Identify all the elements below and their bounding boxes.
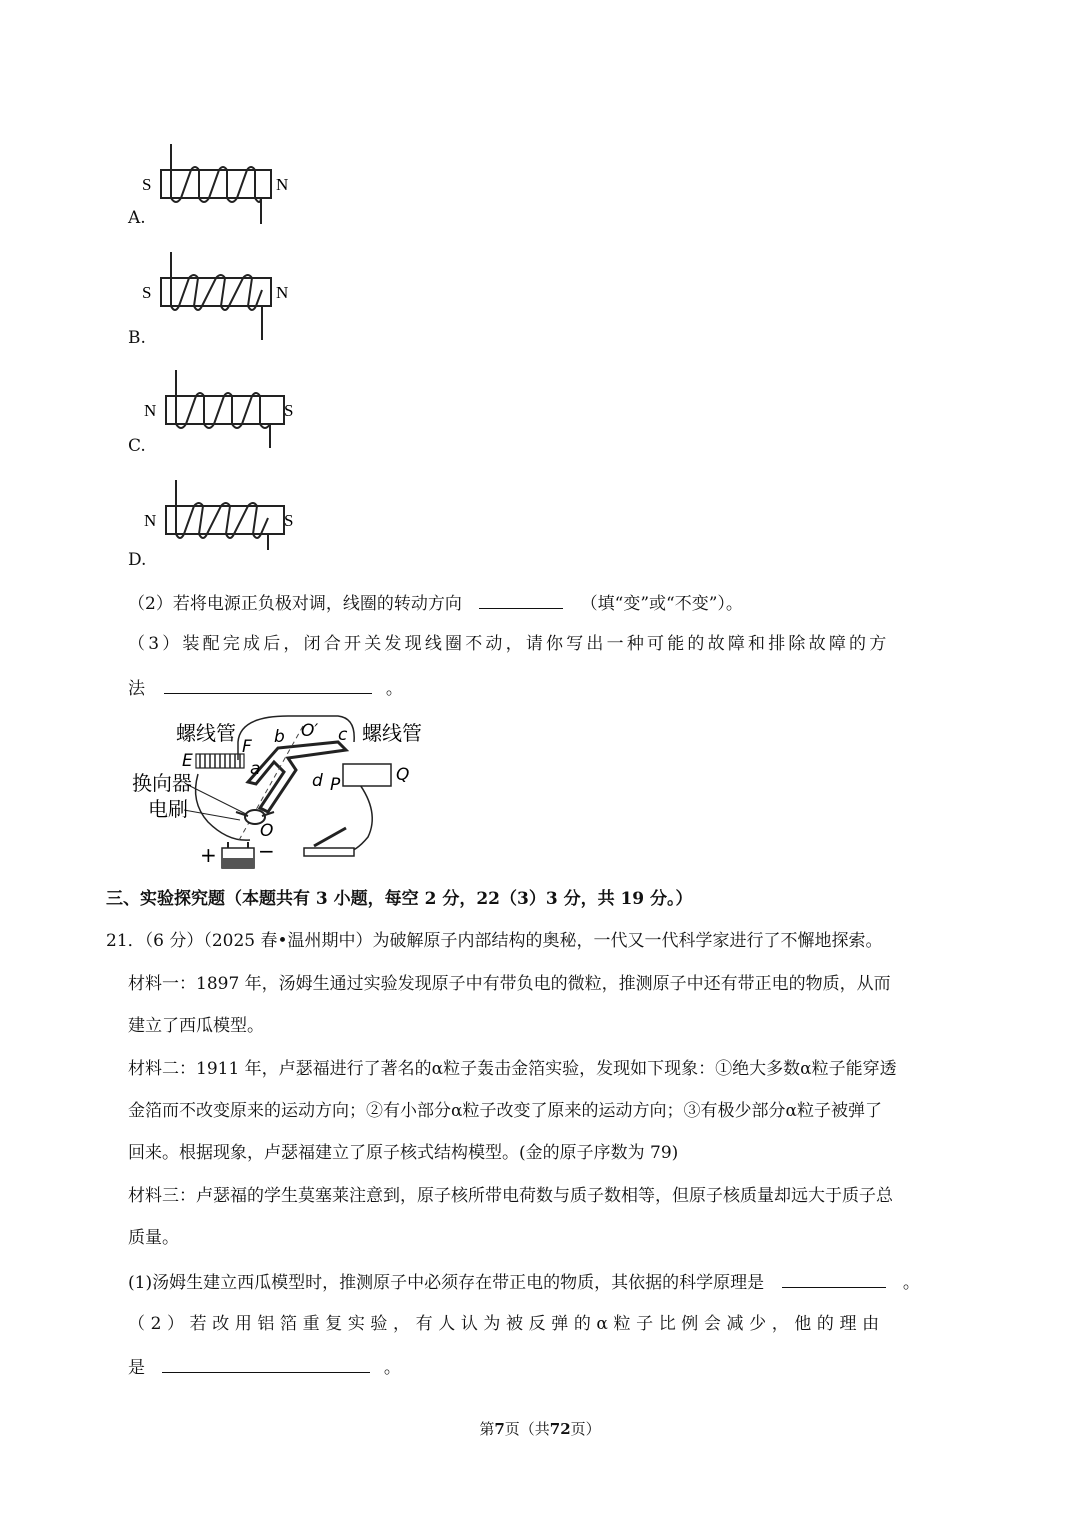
pole-right-d: S bbox=[284, 511, 294, 530]
footer-page-number: 7 bbox=[494, 1420, 505, 1438]
option-c bbox=[128, 366, 303, 456]
q21-material1-b: 建立了西瓜模型。 bbox=[128, 1016, 264, 1036]
option-label-c: C. bbox=[128, 436, 146, 456]
q2-text: （2）若将电源正负极对调，线圈的转动方向 bbox=[128, 594, 462, 614]
q21-sub1 bbox=[128, 1273, 920, 1292]
q21-sub1-end: 。 bbox=[902, 1273, 920, 1293]
label-O: O bbox=[260, 821, 274, 841]
label-solenoid-left: 螺线管 bbox=[176, 721, 236, 745]
q3-line-2 bbox=[128, 679, 403, 698]
q3-end: 。 bbox=[385, 679, 403, 699]
label-Q: Q bbox=[396, 765, 410, 785]
q3-cont: 法 bbox=[128, 679, 145, 699]
q21-material2-c: 回来。根据现象，卢瑟福建立了原子核式结构模型。(金的原子序数为 79) bbox=[128, 1143, 679, 1163]
q3-answer-blank[interactable] bbox=[164, 679, 372, 694]
section-heading: 三、实验探究题（本题共有 3 小题，每空 2 分，22（3）3 分，共 19 分。） bbox=[106, 889, 693, 909]
pole-left-c: N bbox=[144, 401, 157, 420]
q21-material3-b: 质量。 bbox=[128, 1228, 179, 1248]
pole-left-b: S bbox=[142, 283, 152, 302]
q3-line: （3）装配完成后，闭合开关发现线圈不动，请你写出一种可能的故障和排除故障的方 bbox=[128, 634, 890, 654]
footer-total-pages: 72 bbox=[549, 1420, 571, 1438]
q21-sub1-blank[interactable] bbox=[782, 1273, 886, 1288]
label-b: b bbox=[274, 727, 285, 747]
label-brush: 电刷 bbox=[148, 797, 188, 821]
q21-material1-a: 材料一：1897 年，汤姆生通过实验发现原子中有带负电的微粒，推测原子中还有带正电的物质，从而 bbox=[128, 974, 891, 994]
option-label-d: D. bbox=[128, 550, 147, 570]
q21-material3-a: 材料三：卢瑟福的学生莫塞莱注意到，原子核所带电荷数与质子数相等，但原子核质量却远大于质子总 bbox=[128, 1186, 893, 1206]
q21-intro: 21．（6 分）（2025 春•温州期中）为破解原子内部结构的奥秘，一代又一代科学家进行了不懈地探索。 bbox=[106, 931, 883, 951]
option-label-a: A. bbox=[128, 208, 146, 228]
q21-sub1-text: (1)汤姆生建立西瓜模型时，推测原子中必须存在带正电的物质，其依据的科学原理是 bbox=[128, 1273, 765, 1293]
q21-sub2-cont: 是 bbox=[128, 1358, 145, 1378]
label-F: F bbox=[242, 737, 252, 757]
label-P: P bbox=[330, 775, 341, 795]
option-d bbox=[128, 478, 303, 568]
pole-right-c: S bbox=[284, 401, 294, 420]
label-E: E bbox=[182, 751, 193, 771]
solenoid-diagram-d bbox=[128, 478, 303, 568]
pole-left-a: S bbox=[142, 175, 152, 194]
label-O-prime: O′ bbox=[301, 721, 319, 741]
pole-left-d: N bbox=[144, 511, 157, 530]
pole-right-b: N bbox=[276, 283, 289, 302]
footer-post: 页） bbox=[570, 1420, 601, 1438]
option-a bbox=[128, 138, 298, 238]
footer-pre: 第 bbox=[479, 1420, 495, 1438]
label-solenoid-right: 螺线管 bbox=[362, 721, 422, 745]
q21-material2-a: 材料二：1911 年，卢瑟福进行了著名的α粒子轰击金箔实验，发现如下现象：①绝大多数α粒子能穿透 bbox=[128, 1059, 897, 1079]
footer-mid: 页（共 bbox=[504, 1420, 550, 1438]
q2-line bbox=[128, 594, 743, 613]
page-footer bbox=[0, 1418, 1080, 1439]
label-minus: − bbox=[258, 839, 275, 863]
pole-right-a: N bbox=[276, 175, 289, 194]
label-commutator: 换向器 bbox=[132, 771, 192, 795]
label-c: c bbox=[338, 725, 348, 745]
q21-sub2-line2 bbox=[128, 1358, 401, 1377]
solenoid-diagram-b bbox=[128, 250, 298, 350]
q21-sub2-end: 。 bbox=[383, 1358, 401, 1378]
q21-material2-b: 金箔而不改变原来的运动方向；②有小部分α粒子改变了原来的运动方向；③有极少部分α粒子被弹了 bbox=[128, 1101, 882, 1121]
q21-sub2-blank[interactable] bbox=[162, 1358, 370, 1373]
option-b bbox=[128, 250, 298, 350]
q2-tail: （填“变”或“不变”）。 bbox=[580, 594, 743, 614]
option-label-b: B. bbox=[128, 328, 146, 348]
solenoid-diagram-c bbox=[128, 366, 303, 456]
q21-sub2: （2）若改用铝箔重复实验，有人认为被反弹的α粒子比例会减少，他的理由 bbox=[128, 1314, 885, 1334]
label-a: a bbox=[250, 759, 261, 779]
motor-diagram bbox=[128, 712, 428, 872]
label-d: d bbox=[312, 771, 323, 791]
solenoid-diagram-a bbox=[128, 138, 298, 238]
label-plus: + bbox=[200, 843, 217, 867]
q2-answer-blank[interactable] bbox=[479, 594, 563, 609]
motor-figure bbox=[128, 712, 428, 872]
